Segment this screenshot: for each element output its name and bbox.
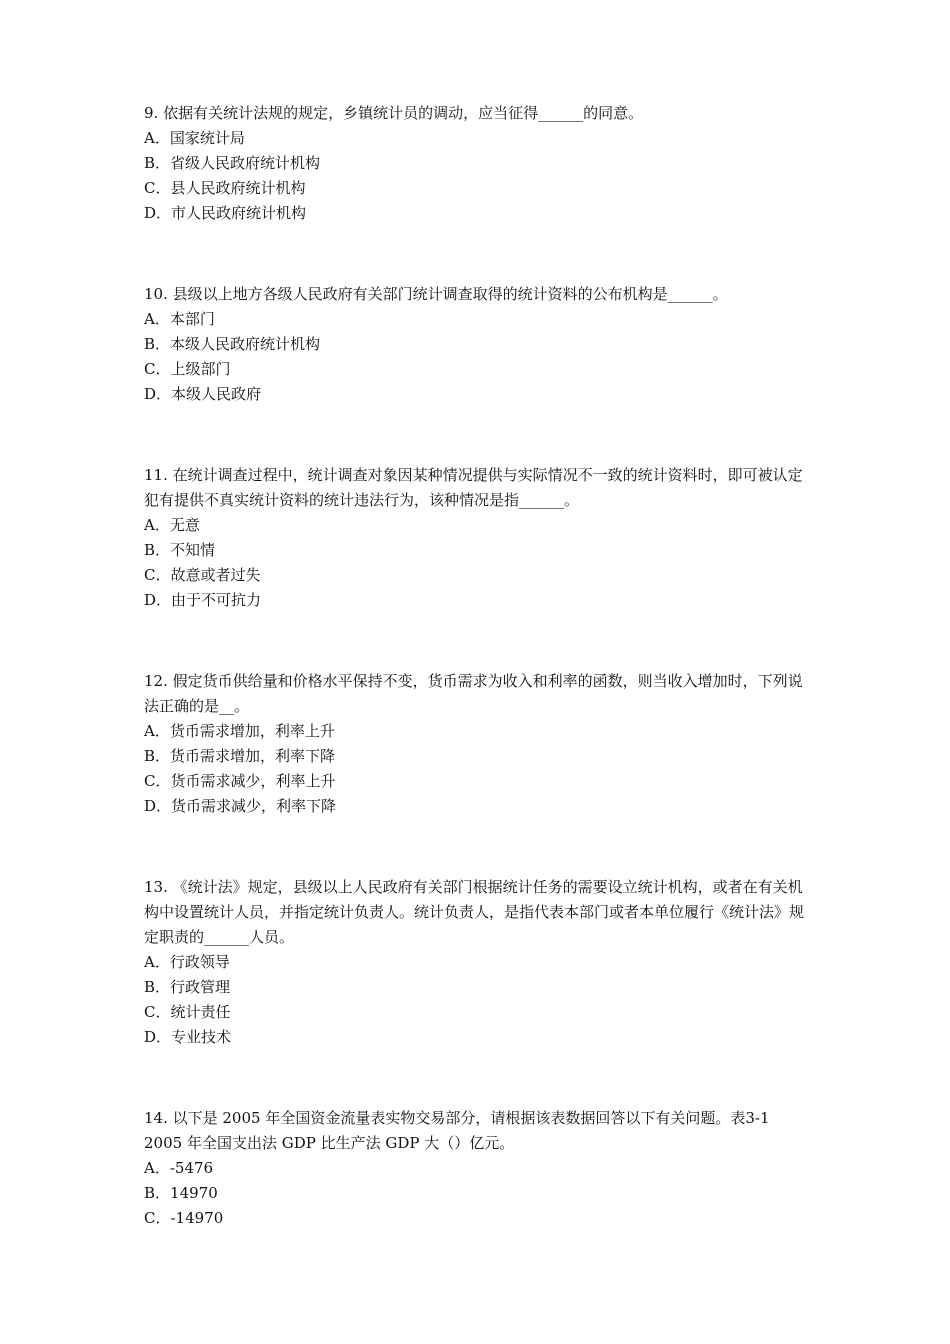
question-12 [144,669,812,819]
option-a: A．货币需求增加，利率上升 [144,722,335,740]
option-c: C．上级部门 [144,360,231,378]
question-stem: 12. 假定货币供给量和价格水平保持不变，货币需求为收入和利率的函数，则当收入增加时，下列说法正确的是__。 [144,672,803,715]
question-13 [144,875,812,1050]
question-11 [144,463,812,613]
question-14 [144,1106,812,1231]
option-a: A．国家统计局 [144,129,245,147]
question-9 [144,101,812,226]
question-stem: 14. 以下是 2005 年全国资金流量表实物交易部分，请根据该表数据回答以下有关问题。表3-1 2005 年全国支出法 GDP 比生产法 GDP 大（）亿元。 [144,1109,775,1152]
question-stem: 13. 《统计法》规定，县级以上人民政府有关部门根据统计任务的需要设立统计机构，或者在有关机构中设置统计人员，并指定统计负责人。统计负责人，是指代表本部门或者本单位履行《统计法》规定职责的______人员。 [144,878,805,946]
option-b: B．14970 [144,1184,218,1202]
option-c: C．统计责任 [144,1003,231,1021]
option-b: B．货币需求增加，利率下降 [144,747,336,765]
option-d: D．由于不可抗力 [144,591,262,609]
option-d: D．本级人民政府 [144,385,262,403]
option-b: B．省级人民政府统计机构 [144,154,321,172]
option-d: D．货币需求减少，利率下降 [144,797,337,815]
option-d: D．市人民政府统计机构 [144,204,307,222]
question-list [144,101,812,1287]
option-d: D．专业技术 [144,1028,232,1046]
question-10 [144,282,812,407]
option-a: A．本部门 [144,310,215,328]
option-c: C．货币需求减少，利率上升 [144,772,336,790]
option-b: B．行政管理 [144,978,231,996]
option-a: A．-5476 [144,1159,214,1177]
question-stem: 11. 在统计调查过程中，统计调查对象因某种情况提供与实际情况不一致的统计资料时，即可被认定犯有提供不真实统计资料的统计违法行为，该种情况是指______。 [144,466,803,509]
option-c: C．-14970 [144,1209,224,1227]
option-c: C．县人民政府统计机构 [144,179,306,197]
question-stem: 10. 县级以上地方各级人民政府有关部门统计调查取得的统计资料的公布机构是______。 [144,285,728,303]
option-c: C．故意或者过失 [144,566,261,584]
option-b: B．不知情 [144,541,216,559]
option-a: A．无意 [144,516,200,534]
question-stem: 9. 依据有关统计法规的规定，乡镇统计员的调动，应当征得______的同意。 [144,104,644,122]
option-b: B．本级人民政府统计机构 [144,335,321,353]
option-a: A．行政领导 [144,953,230,971]
